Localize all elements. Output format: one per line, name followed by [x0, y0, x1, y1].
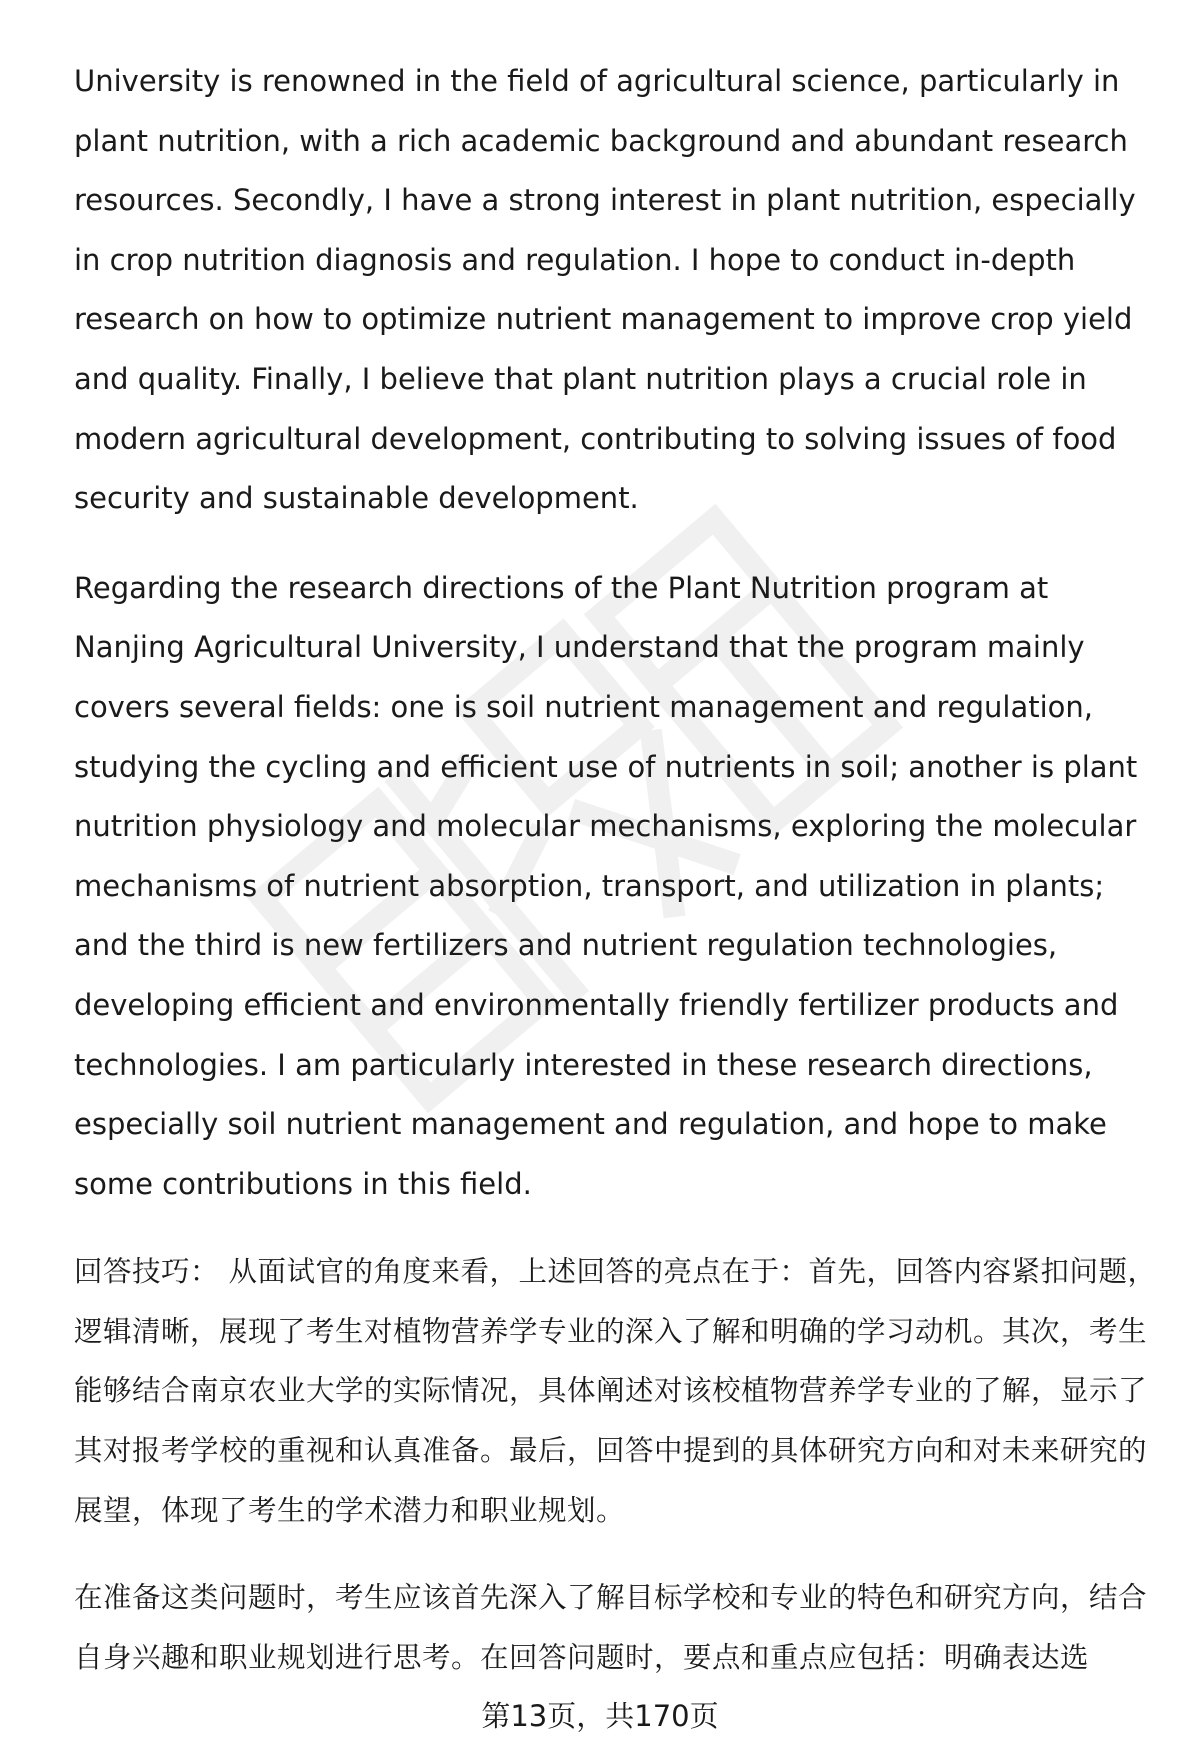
paragraph-cn-preparation: 在准备这类问题时，考生应该首先深入了解目标学校和专业的特色和研究方向，结合自身兴趣和职业规划进行思考。在回答问题时，要点和重点应包括：明确表达选	[74, 1581, 1148, 1674]
paragraph-en-1: University is renowned in the field of agricultural science, particularly in plant nutrition, with a rich academic background and abundant research resources. Secondly, I have a strong interest in plant nutrition, especially in crop nutrition diagnosis and regulation. I hope to conduct in-depth research on how to optimize nutrient management to improve crop yield and quality. Finally, I believe that plant nutrition plays a crucial role in modern agricultural development, contributing to solving issues of food security and sustainable development.	[74, 64, 1136, 516]
paragraph-cn-answer-tips: 回答技巧： 从面试官的角度来看，上述回答的亮点在于：首先，回答内容紧扣问题，逻辑清晰，展现了考生对植物营养学专业的深入了解和明确的学习动机。其次，考生能够结合南京农业大学的实际情况，具体阐述对该校植物营养学专业的了解，显示了其对报考学校的重视和认真准备。最后，回答中提到的具体研究方向和对未来研究的展望，体现了考生的学术潜力和职业规划。	[74, 1255, 1157, 1527]
page-number-footer: 第13页，共170页	[0, 1696, 1200, 1736]
document-body	[74, 52, 1164, 1687]
paragraph-en-2: Regarding the research directions of the Plant Nutrition program at Nanjing Agricultural University, I understand that the program mainly covers several fields: one is soil nutrient management and regulation, studying the cycling and efficient use of nutrients in soil; another is plant nutrition physiology and molecular mechanisms, exploring the molecular mechanisms of nutrient absorption, transport, and utilization in plants; and the third is new fertilizers and nutrient regulation technologies, developing efficient and environmentally friendly fertilizer products and technologies. I am particularly interested in these research directions, especially soil nutrient management and regulation, and hope to make some contributions in this field.	[74, 570, 1138, 1201]
